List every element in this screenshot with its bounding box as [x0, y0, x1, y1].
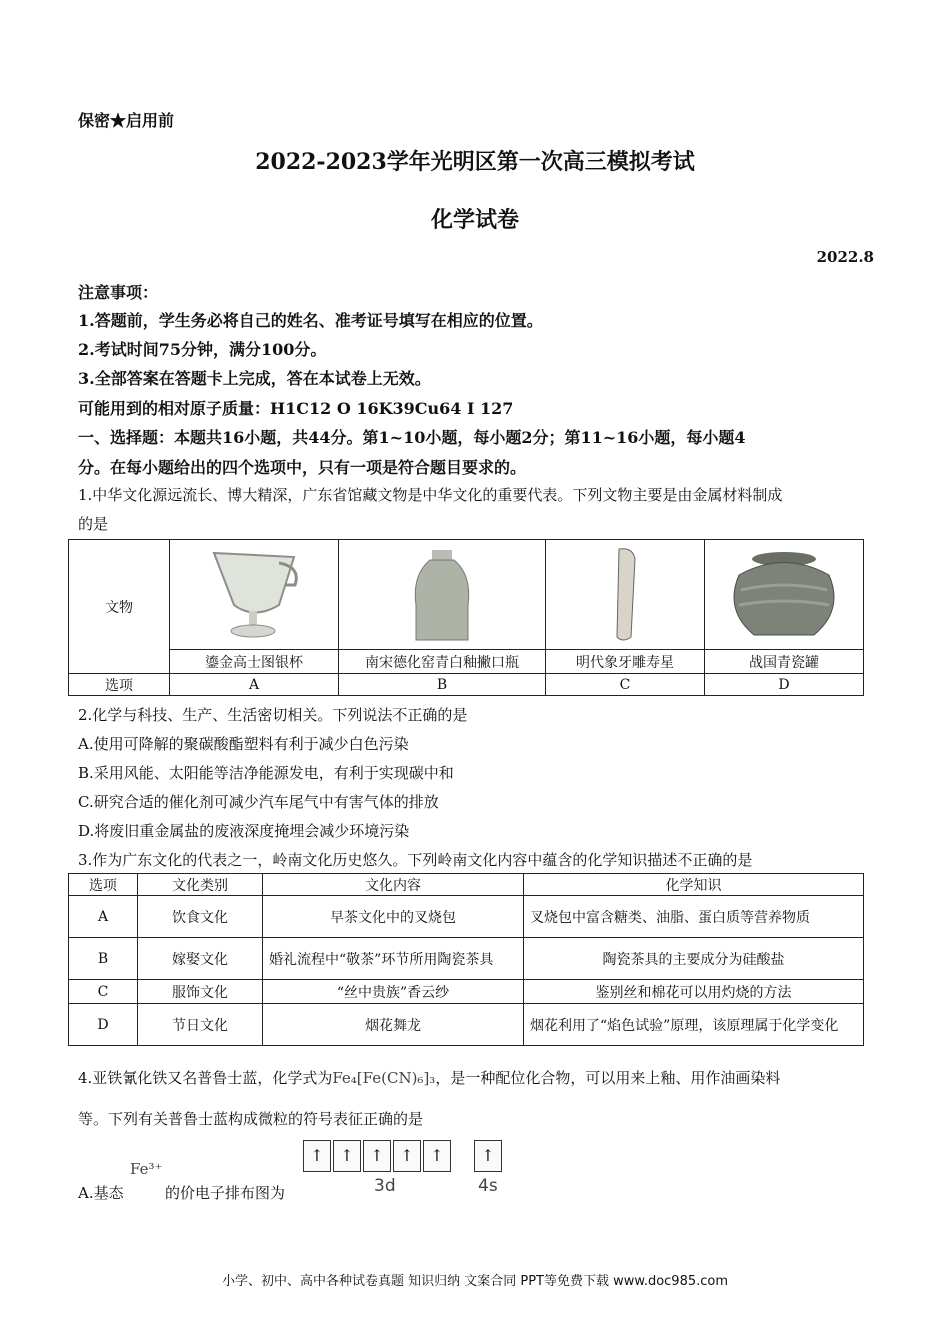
relic-image-c: [546, 540, 705, 650]
q1-relic-table: [68, 539, 864, 696]
relic-name-b: 南宋德化窑青白釉撇口瓶: [339, 650, 546, 674]
q1-stem-line-2: 的是: [78, 515, 109, 533]
note-item-2: 2.考试时间75分钟，满分100分。: [78, 340, 327, 359]
table-row: [69, 980, 864, 1004]
fe3-ion-label: Fe³⁺: [130, 1160, 163, 1178]
q3-cell: 服饰文化: [138, 980, 263, 1004]
q2-option-a: A.使用可降解的聚碳酸酯塑料有利于减少白色污染: [78, 735, 409, 753]
q4-option-a-suffix: 的价电子排布图为: [165, 1184, 286, 1202]
q2-stem: 2.化学与科技、生产、生活密切相关。下列说法不正确的是: [78, 706, 468, 724]
q3-header-category: 文化类别: [138, 874, 263, 896]
atomic-mass-line: 可能用到的相对原子质量：H1C12 O 16K39Cu64 I 127: [78, 399, 514, 418]
q2-option-c: C.研究合适的催化剂可减少汽车尾气中有害气体的排放: [78, 793, 439, 811]
q3-cell: 节日文化: [138, 1004, 263, 1046]
q3-cell: D: [69, 1004, 138, 1046]
orbital-box: ↑: [393, 1140, 421, 1172]
q3-cell: B: [69, 938, 138, 980]
relic-image-b: [339, 540, 546, 650]
q3-cell: 早茶文化中的叉烧包: [263, 896, 524, 938]
notes-heading: 注意事项：: [78, 283, 159, 302]
q3-cell: 嫁娶文化: [138, 938, 263, 980]
relic-name-d: 战国青瓷罐: [705, 650, 864, 674]
orbital-4s-label: 4s: [478, 1176, 498, 1196]
q4-option-a-prefix: A.基态: [78, 1184, 124, 1202]
relic-option-d: D: [705, 674, 864, 696]
relic-option-a: A: [170, 674, 339, 696]
relic-image-d: [705, 540, 864, 650]
q3-cell: 烟花利用了“焰色试验”原理，该原理属于化学变化: [524, 1004, 864, 1046]
q3-cell: 陶瓷茶具的主要成分为硅酸盐: [524, 938, 864, 980]
relic-row-label: 文物: [69, 540, 170, 674]
q3-header-option: 选项: [69, 874, 138, 896]
prussian-blue-formula: Fe₄[Fe(CN)₆]₃: [332, 1069, 436, 1087]
section-1-line-2: 分。在每小题给出的四个选项中，只有一项是符合题目要求的。: [78, 458, 527, 477]
page-footer: 小学、初中、高中各种试卷真题 知识归纳 文案合同 PPT等免费下载 www.doc985.com: [221, 1274, 729, 1289]
q3-cell: 鉴别丝和棉花可以用灼烧的方法: [524, 980, 864, 1004]
q2-option-b: B.采用风能、太阳能等洁净能源发电，有利于实现碳中和: [78, 764, 454, 782]
q3-culture-table: [68, 873, 864, 1046]
orbital-box: ↑: [303, 1140, 331, 1172]
q3-cell: A: [69, 896, 138, 938]
orbital-box: ↑: [423, 1140, 451, 1172]
note-item-1: 1.答题前，学生务必将自己的姓名、准考证号填写在相应的位置。: [78, 311, 543, 330]
table-row: [69, 938, 864, 980]
relic-name-a: 鎏金高士图银杯: [170, 650, 339, 674]
q3-header-content: 文化内容: [263, 874, 524, 896]
option-row-label: 选项: [69, 674, 170, 696]
q4-stem-suffix: ，是一种配位化合物，可以用来上釉、用作油画染料: [435, 1069, 781, 1087]
q3-cell: C: [69, 980, 138, 1004]
q3-cell: 叉烧包中富含糖类、油脂、蛋白质等营养物质: [524, 896, 864, 938]
exam-title: 2022-2023学年光明区第一次高三模拟考试: [255, 149, 695, 175]
relic-name-c: 明代象牙雕寿星: [546, 650, 705, 674]
celadon-jar-icon: [719, 545, 849, 645]
porcelain-vase-icon: [402, 545, 482, 645]
relic-option-b: B: [339, 674, 546, 696]
exam-date: 2022.8: [816, 248, 874, 266]
table-row: [69, 896, 864, 938]
note-item-3: 3.全部答案在答题卡上完成，答在本试卷上无效。: [78, 369, 431, 388]
q4-stem-prefix: 4.亚铁氰化铁又名普鲁士蓝，化学式为: [78, 1069, 333, 1087]
section-1-line-1: 一、选择题：本题共16小题，共44分。第1~10小题，每小题2分；第11~16小题，每小题4: [78, 428, 746, 447]
q4-stem-line-2: 等。下列有关普鲁士蓝构成微粒的符号表征正确的是: [78, 1110, 424, 1128]
table-row: [69, 1004, 864, 1046]
q3-cell: “丝中贵族”香云纱: [263, 980, 524, 1004]
relic-image-a: [170, 540, 339, 650]
q3-cell: 饮食文化: [138, 896, 263, 938]
ivory-carving-icon: [605, 545, 645, 645]
orbital-diagram-3d: [303, 1140, 453, 1172]
subject-title: 化学试卷: [430, 207, 519, 233]
relic-option-c: C: [546, 674, 705, 696]
orbital-box: ↑: [333, 1140, 361, 1172]
q1-stem-line-1: 1.中华文化源远流长、博大精深，广东省馆藏文物是中华文化的重要代表。下列文物主要是由金属材料制成: [78, 486, 783, 504]
orbital-box: ↑: [474, 1140, 502, 1172]
q3-cell: 烟花舞龙: [263, 1004, 524, 1046]
orbital-box: ↑: [363, 1140, 391, 1172]
q3-cell: 婚礼流程中“敬茶”环节所用陶瓷茶具: [263, 938, 524, 980]
silver-cup-icon: [199, 545, 309, 645]
q3-stem: 3.作为广东文化的代表之一，岭南文化历史悠久。下列岭南文化内容中蕴含的化学知识描述不正确的是: [78, 851, 753, 869]
q2-option-d: D.将废旧重金属盐的废液深度掩埋会减少环境污染: [78, 822, 410, 840]
confidential-label: 保密★启用前: [78, 111, 175, 130]
q4-stem-line-1: [78, 1067, 780, 1088]
q3-header-knowledge: 化学知识: [524, 874, 864, 896]
orbital-3d-label: 3d: [374, 1176, 396, 1196]
orbital-diagram-4s: [474, 1140, 504, 1172]
